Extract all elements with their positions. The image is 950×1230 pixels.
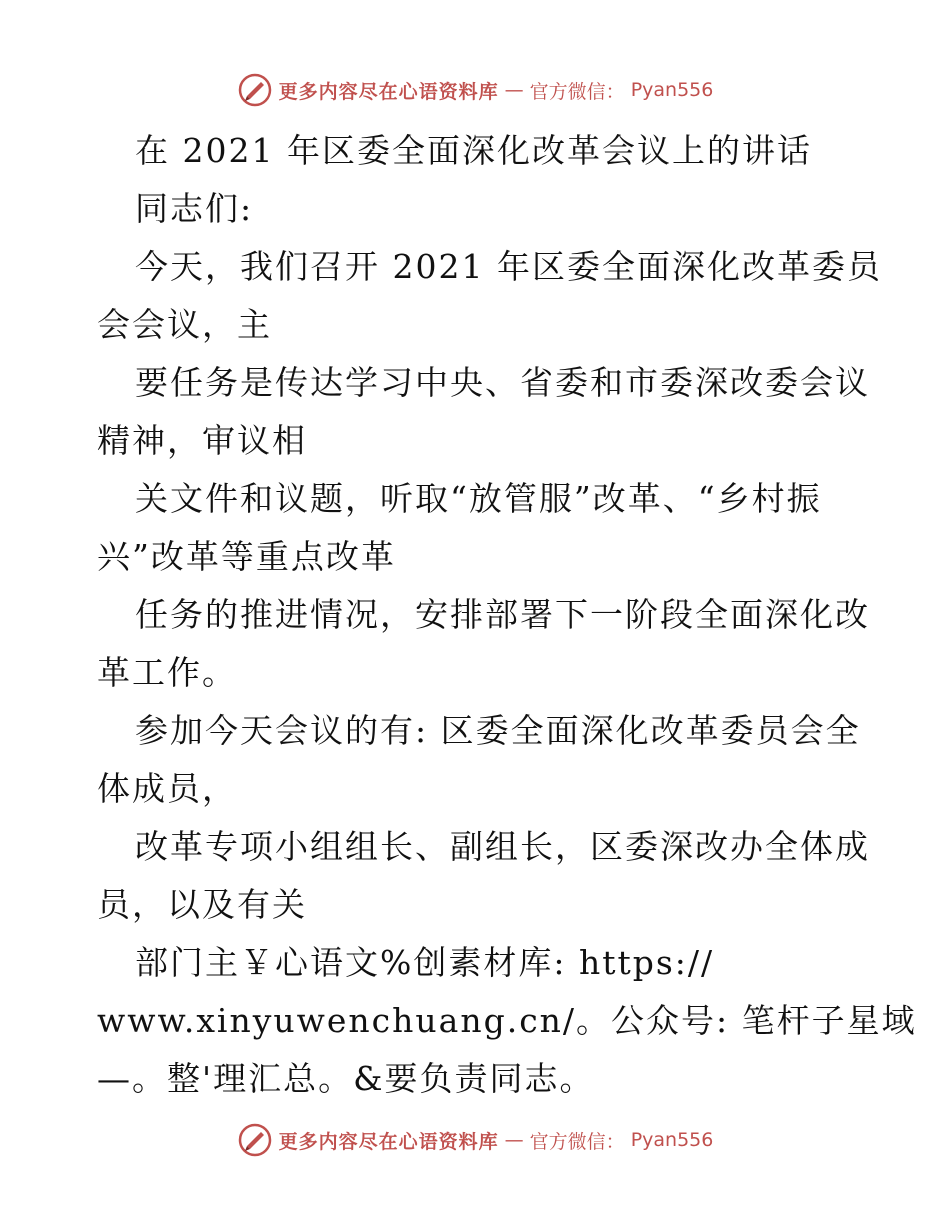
banner-brand: 更多内容尽在心语资料库 <box>278 1130 499 1153</box>
document-body <box>97 122 917 1108</box>
paragraph-line: 革工作。 <box>97 653 237 692</box>
paragraph-line: 任务的推进情况，安排部署下一阶段全面深化改 <box>135 595 870 634</box>
banner-wechat-id: Pyan556 <box>630 1129 714 1151</box>
paragraph-line: 关文件和议题，听取“放管服”改革、“乡村振 <box>135 479 822 518</box>
paragraph-line: 会会议，主 <box>97 305 272 344</box>
pen-logo-icon <box>237 72 273 108</box>
paragraph-line: 要任务是传达学习中央、省委和市委深改委会议 <box>135 363 870 402</box>
banner-brand: 更多内容尽在心语资料库 <box>278 80 499 103</box>
paragraph-line: 兴”改革等重点改革 <box>97 537 396 576</box>
document-salutation: 同志们: <box>135 189 254 228</box>
banner-separator: — <box>504 79 524 101</box>
paragraph-line: www.xinyuwenchuang.cn/。公众号: 笔杆子星域 <box>97 1001 917 1040</box>
pen-logo-icon <box>237 1122 273 1158</box>
document-title: 在 2021 年区委全面深化改革会议上的讲话 <box>135 131 812 170</box>
paragraph-line: 员，以及有关 <box>97 885 307 924</box>
paragraph-line: 体成员， <box>97 769 237 808</box>
banner-wechat-label: 官方微信： <box>529 1130 625 1153</box>
footer-watermark-banner <box>0 1120 950 1160</box>
banner-separator: — <box>504 1129 524 1151</box>
header-watermark-banner <box>0 70 950 110</box>
banner-wechat-id: Pyan556 <box>630 79 714 101</box>
paragraph-line: 今天，我们召开 2021 年区委全面深化改革委员 <box>135 247 882 286</box>
banner-wechat-label: 官方微信： <box>529 80 625 103</box>
paragraph-line: 参加今天会议的有: 区委全面深化改革委员会全 <box>135 711 861 750</box>
paragraph-line: 部门主￥心语文%创素材库: https:// <box>135 943 715 982</box>
paragraph-line: 精神，审议相 <box>97 421 307 460</box>
paragraph-line: 改革专项小组组长、副组长，区委深改办全体成 <box>135 827 870 866</box>
paragraph-line: —。整'理汇总。&要负责同志。 <box>97 1059 595 1098</box>
